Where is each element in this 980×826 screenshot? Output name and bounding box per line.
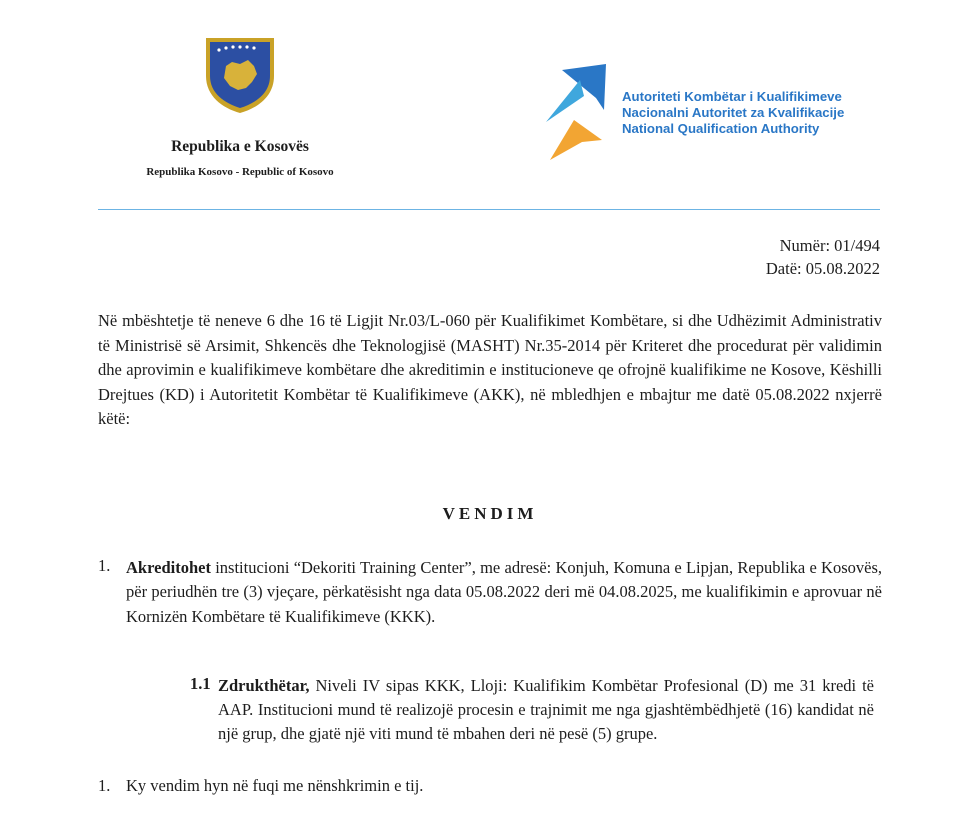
authority-name-block — [622, 89, 844, 138]
akk-logo-icon — [546, 62, 610, 162]
item-number: 1. — [98, 776, 111, 795]
authority-name-albanian: Autoriteti Kombëtar i Kualifikimeve — [622, 89, 842, 104]
item-text: institucioni “Dekoriti Training Center”, me adresë: Konjuh, Komuna e Lipjan, Republika e Kosovës, për periudhën tre (3) vjeçare, përkatësisht nga data 05.08.2022 deri më 04.08.2025, me kualifikimin e aprovuar në Kornizën Kombëtare të Kualifikimeve (KKK). — [126, 558, 882, 626]
item-bold-lead: Akreditohet — [126, 558, 211, 577]
authority-name-english: National Qualification Authority — [622, 121, 820, 137]
preamble-paragraph: Në mbështetje të neneve 6 dhe 16 të Ligjit Nr.03/L-060 për Kualifikimet Kombëtare, si dhe Udhëzimit Administrativ të Ministrisë së Arsimit, Shkencës dhe Teknologjisë (MASHT) Nr.35-2014 për Kriteret dhe procedurat për validimin dhe aprovimin e kualifikimeve kombëtare dhe akreditimin e institucioneve qe ofrojnë kualifikime ne Kosove, Këshilli Drejtues (KD) i Autoritetit Kombëtar të Kualifikimeve (AKK), në mbledhjen e mbajtur me datë 05.08.2022 nxjerrë këtë: — [98, 311, 882, 429]
kosovo-coat-of-arms-icon — [202, 36, 278, 114]
republic-name: Republika e Kosovës — [171, 138, 309, 155]
document-number: Numër: 01/494 — [779, 236, 880, 255]
document-date: Datë: 05.08.2022 — [765, 259, 880, 278]
item-number: 1. — [98, 556, 111, 575]
decision-heading: VENDIM — [442, 504, 538, 523]
sub-item-text: Niveli IV sipas KKK, Lloji: Kualifikim Kombëtar Profesional (D) me 31 kredi të AAP. Institucioni mund të realizojë procesin e trajnimit me nga gjashtëmbëdhjetë (16) kandidat në një grup, dhe gjatë një viti mund të mbahen deri në pesë (5) grupe. — [218, 676, 874, 744]
sub-item-number: 1.1 — [190, 674, 211, 693]
sub-item-qualification — [218, 674, 874, 747]
header-divider — [98, 209, 880, 210]
decision-item-entry-into-force: Ky vendim hyn në fuqi me nënshkrimin e tij. — [126, 776, 424, 795]
reference-block — [766, 234, 880, 280]
sub-item-bold-lead: Zdrukthëtar, — [218, 676, 310, 695]
decision-item-accreditation — [126, 556, 882, 629]
authority-name-serbian: Nacionalni Autoritet za Kvalifikacije — [622, 105, 845, 121]
republic-subtitle: Republika Kosovo - Republic of Kosovo — [146, 166, 334, 178]
